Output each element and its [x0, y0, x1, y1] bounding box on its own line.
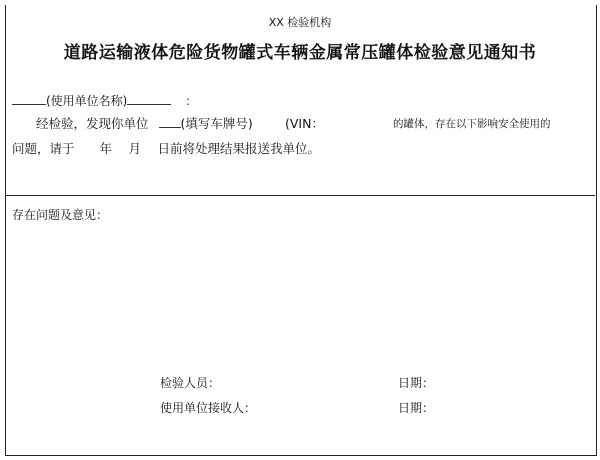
blank-underline: [12, 91, 46, 105]
document-frame: [5, 5, 597, 456]
user-unit-label: (使用单位名称): [46, 94, 128, 108]
inspection-date-label: 日期：: [398, 376, 435, 390]
blank-underline: [127, 91, 171, 105]
issues-label: 存在问题及意见：: [12, 208, 109, 222]
finding-line-start: [36, 114, 253, 132]
receiver-label: 使用单位接收人：: [160, 401, 257, 415]
inspector-label: 检验人员：: [160, 376, 221, 390]
section-divider: [5, 195, 595, 196]
vin-label: (VIN：: [285, 116, 324, 131]
recipient-colon: ：: [185, 94, 198, 108]
organization-name: XX 检验机构: [268, 16, 332, 29]
recipient-line: [12, 91, 197, 109]
document-title: 道路运输液体危险货物罐式车辆金属常压罐体检验意见通知书: [63, 43, 537, 63]
receipt-date-label: 日期：: [398, 401, 435, 415]
plate-label: (填写车牌号): [180, 116, 253, 131]
finding-prefix: 经检验，发现你单位: [36, 116, 149, 131]
deadline-line: 问题，请于 年 月 日前将处理结果报送我单位。: [12, 141, 320, 156]
blank-underline: [159, 114, 181, 128]
finding-suffix: 的罐体，存在以下影响安全使用的: [393, 118, 551, 130]
